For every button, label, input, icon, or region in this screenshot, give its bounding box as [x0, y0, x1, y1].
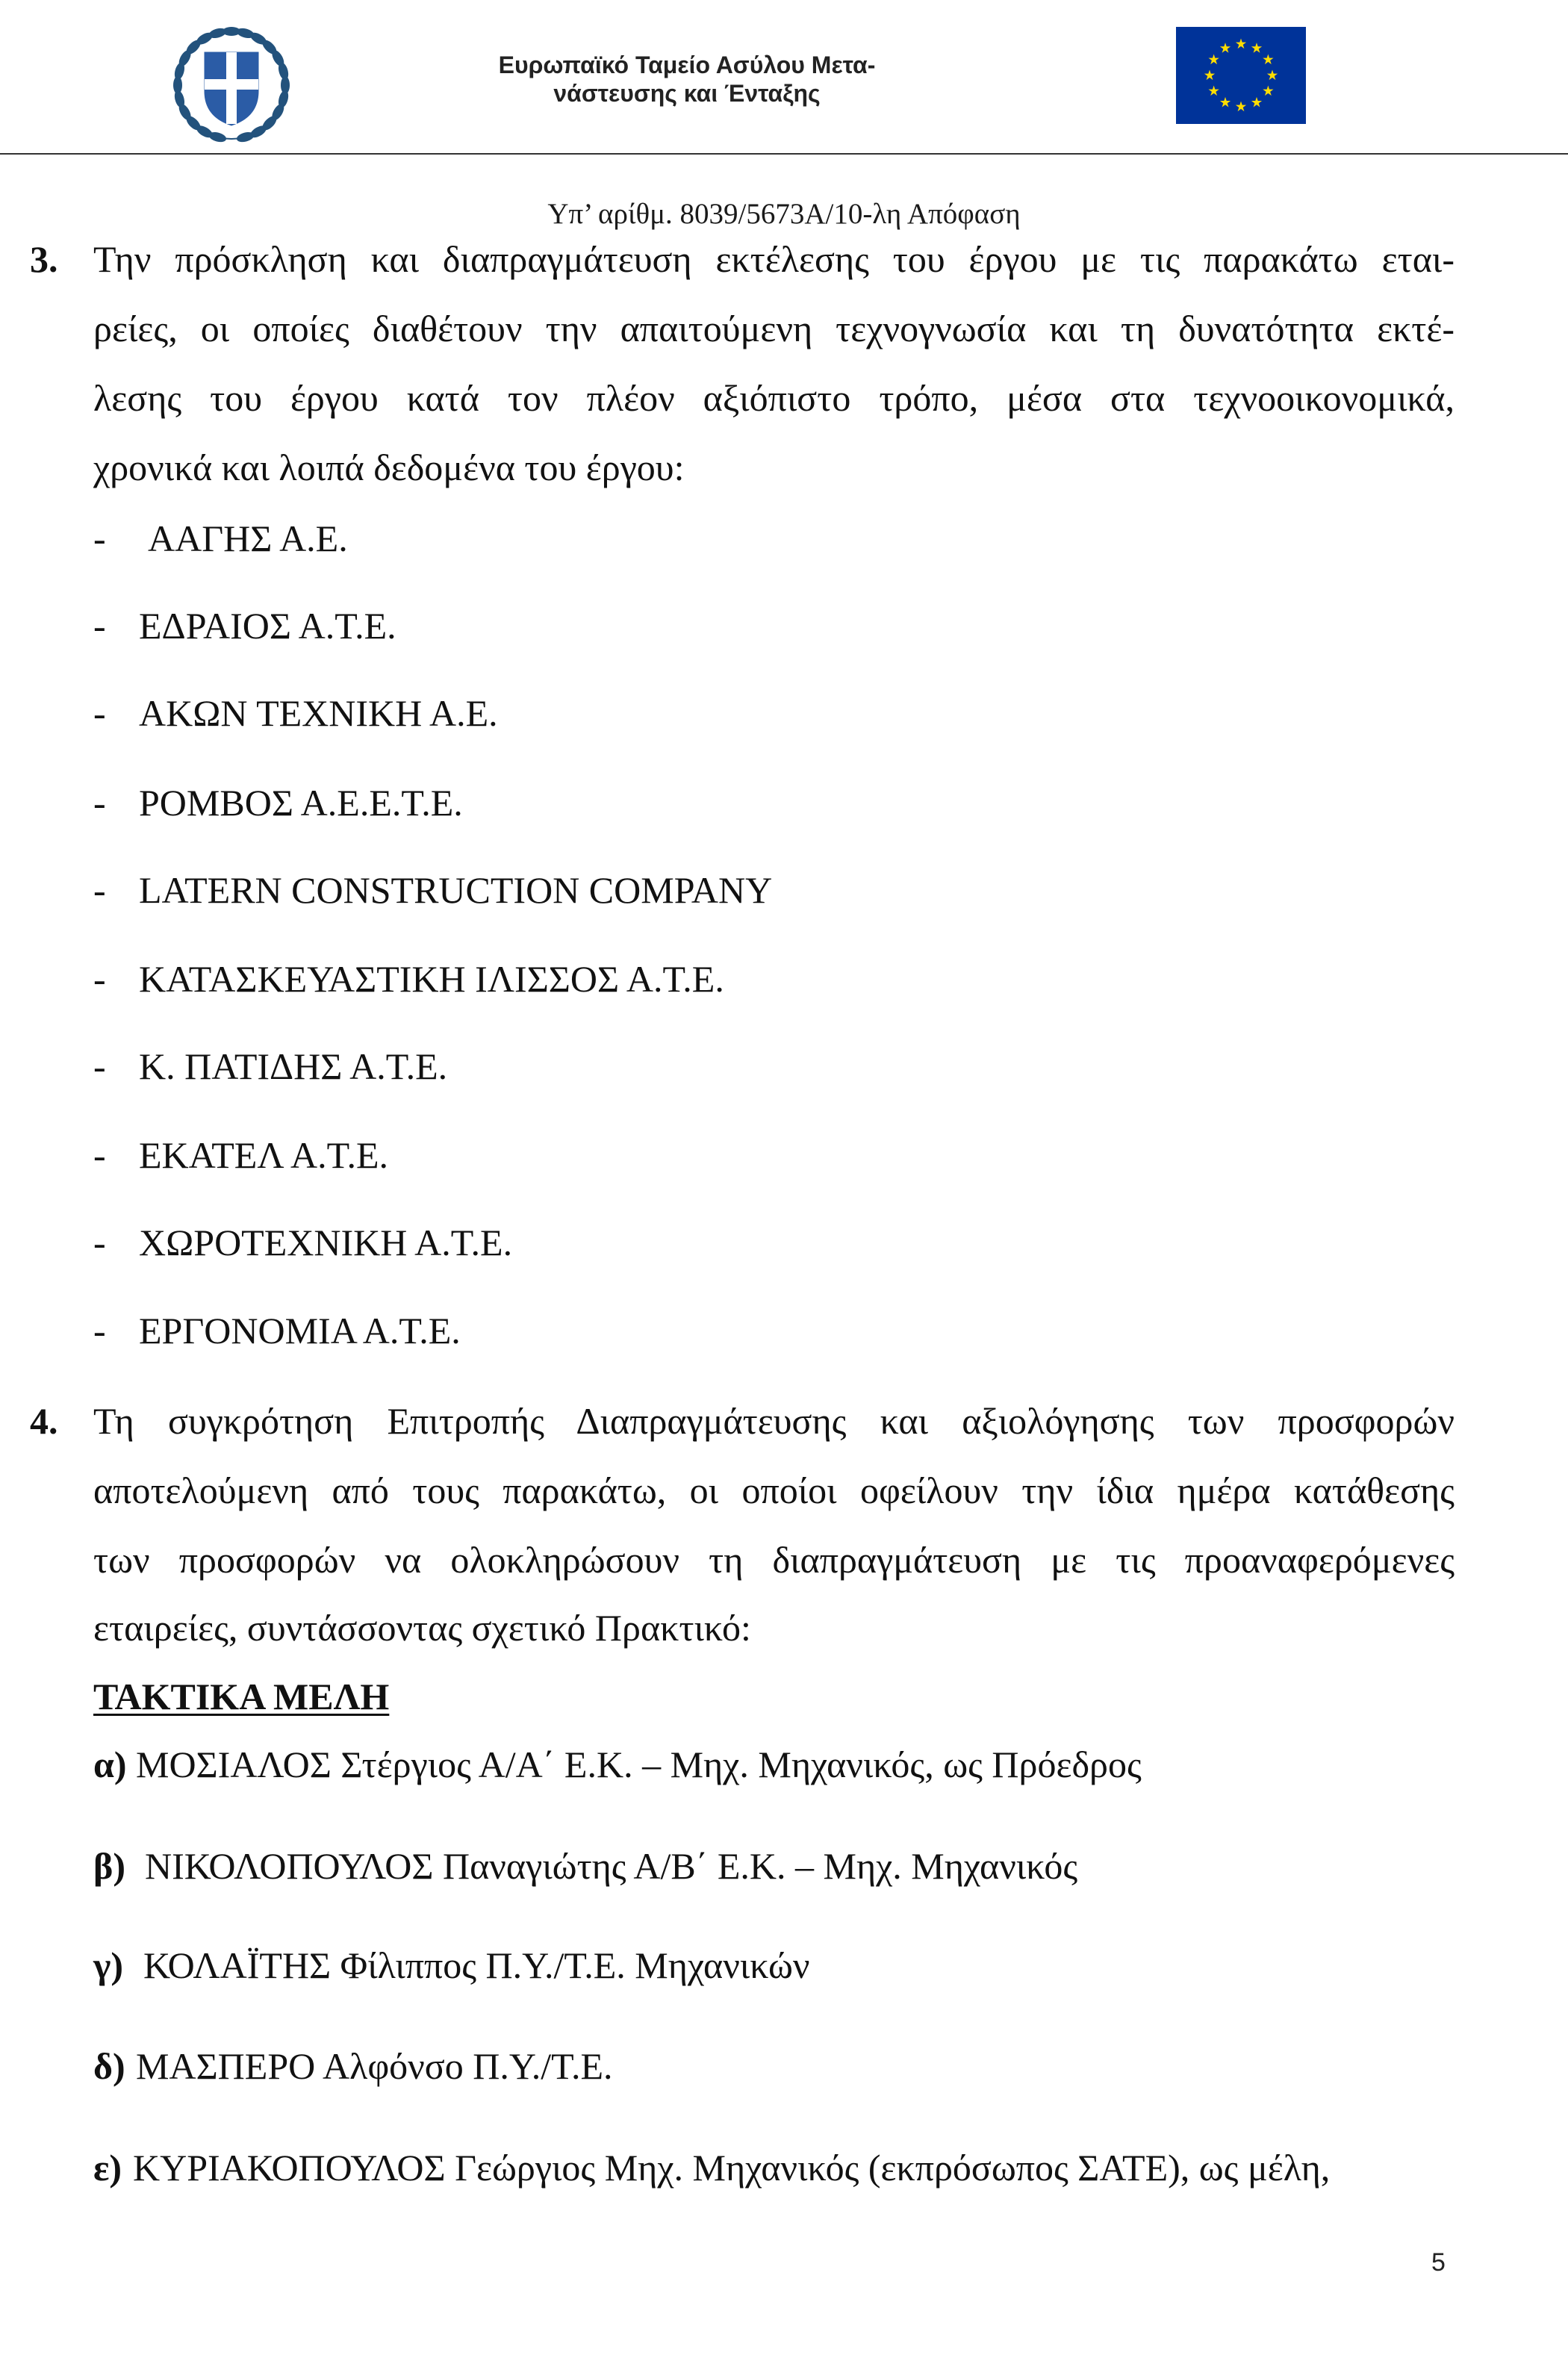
page-number: 5: [1431, 2248, 1446, 2277]
member-text: ΝΙΚΟΛΟΠΟΥΛΟΣ Παναγιώτης Α/Β΄ Ε.Κ. – Μηχ. Μηχανικός: [145, 1845, 1078, 1887]
company-name: ΕΡΓΟΝΟΜΙΑ Α.Τ.Ε.: [139, 1310, 461, 1351]
list-dash: -: [93, 692, 106, 734]
item4-number: 4.: [30, 1400, 58, 1442]
company-name: ΡΟΜΒΟΣ Α.Ε.Ε.Τ.Ε.: [139, 782, 463, 824]
company-name: ΚΑΤΑΣΚΕΥΑΣΤΙΚΗ ΙΛΙΣΣΟΣ Α.Τ.Ε.: [139, 958, 724, 1000]
item4-line-4: εταιρείες, συντάσσοντας σχετικό Πρακτικό:: [93, 1607, 751, 1649]
company-name: ΕΔΡΑΙΟΣ Α.Τ.Ε.: [139, 605, 396, 647]
member-label: γ): [93, 1944, 124, 1986]
list-dash: -: [93, 869, 106, 911]
emblem-cross-horizontal: [205, 79, 258, 90]
list-dash: -: [93, 1045, 106, 1087]
list-dash: -: [93, 1310, 106, 1351]
list-dash: -: [93, 958, 106, 1000]
list-dash: -: [93, 1134, 106, 1176]
company-list-item: [0, 1133, 1568, 1178]
member-label: δ): [93, 2045, 125, 2087]
item3-number: 3.: [30, 238, 58, 280]
member-item: [0, 1844, 1568, 1888]
list-dash: -: [93, 1222, 106, 1263]
item3-line-1: Την πρόσκληση και διαπραγμάτευση εκτέλεσης του έργου με τις παρακάτω εται-: [93, 238, 1455, 280]
company-name: ΑΑΓΗΣ Α.Ε.: [148, 517, 348, 559]
decision-reference: Υπ’ αρίθμ. 8039/5673Α/10-λη Απόφαση: [547, 198, 1021, 230]
company-list-item: [0, 868, 1568, 912]
item3-line-4: χρονικά και λοιπά δεδομένα του έργου:: [93, 447, 685, 488]
company-list-item: [0, 957, 1568, 1001]
list-dash: -: [93, 605, 106, 647]
company-list-item: [0, 1308, 1568, 1353]
member-item: [0, 2044, 1568, 2088]
fund-name-line2: νάστευσης και Ένταξης: [553, 80, 821, 107]
item4-line-1: Τη συγκρότηση Επιτροπής Διαπραγμάτευσης και αξιολόγησης των προσφορών: [93, 1400, 1455, 1442]
item3-line-3: λεσης του έργου κατά τον πλέον αξιόπιστο τρόπο, μέσα στα τεχνοοικονομικά,: [93, 377, 1455, 419]
company-name: ΧΩΡΟΤΕΧΝΙΚΗ Α.Τ.Ε.: [139, 1222, 513, 1263]
member-text: ΚΟΛΑΪΤΗΣ Φίλιππος Π.Υ./Τ.Ε. Μηχανικών: [143, 1944, 810, 1986]
fund-name-line1: Ευρωπαϊκό Ταμείο Ασύλου Μετα-: [498, 52, 876, 78]
company-list-item: [0, 691, 1568, 735]
company-list-item: [0, 516, 1568, 561]
header-divider: [0, 153, 1568, 155]
item3-line-2: ρείες, οι οποίες διαθέτουν την απαιτούμενη τεχνογνωσία και τη δυνατότητα εκτέ-: [93, 308, 1455, 349]
members-heading: ΤΑΚΤΙΚΑ ΜΕΛΗ: [93, 1676, 390, 1717]
list-dash: -: [93, 782, 106, 824]
company-list-item: [0, 1044, 1568, 1089]
company-name: ΑΚΩΝ ΤΕΧΝΙΚΗ Α.Ε.: [139, 692, 498, 734]
company-list-item: [0, 1220, 1568, 1265]
greek-coat-of-arms-icon: [169, 22, 294, 148]
list-dash: -: [93, 517, 106, 559]
member-text: ΜΟΣΙΑΛΟΣ Στέργιος Α/Α΄ Ε.Κ. – Μηχ. Μηχανικός, ως Πρόεδρος: [136, 1744, 1142, 1785]
company-name: Κ. ΠΑΤΙΔΗΣ Α.Τ.Ε.: [139, 1045, 448, 1087]
member-label: ε): [93, 2147, 122, 2189]
company-list-item: [0, 780, 1568, 825]
member-label: β): [93, 1845, 125, 1887]
item4-line-2: αποτελούμενη από τους παρακάτω, οι οποίοι οφείλουν την ίδια ημέρα κατάθεσης: [93, 1469, 1455, 1511]
member-item: [0, 2145, 1568, 2190]
member-item: [0, 1943, 1568, 1988]
eu-flag-icon: [1176, 27, 1306, 124]
item4-line-3: των προσφορών να ολοκληρώσουν τη διαπραγμάτευση με τις προαναφερόμενες: [93, 1539, 1455, 1581]
member-item: [0, 1742, 1568, 1787]
company-name: ΕΚΑΤΕΛ Α.Τ.Ε.: [139, 1134, 389, 1176]
company-list-item: [0, 603, 1568, 648]
company-name: LATERN CONSTRUCTION COMPANY: [139, 869, 773, 911]
member-label: α): [93, 1744, 127, 1785]
member-text: ΜΑΣΠΕΡΟ Αλφόνσο Π.Υ./Τ.Ε.: [136, 2045, 613, 2087]
member-text: ΚΥΡΙΑΚΟΠΟΥΛΟΣ Γεώργιος Μηχ. Μηχανικός (εκπρόσωπος ΣΑΤΕ), ως μέλη,: [133, 2147, 1331, 2189]
